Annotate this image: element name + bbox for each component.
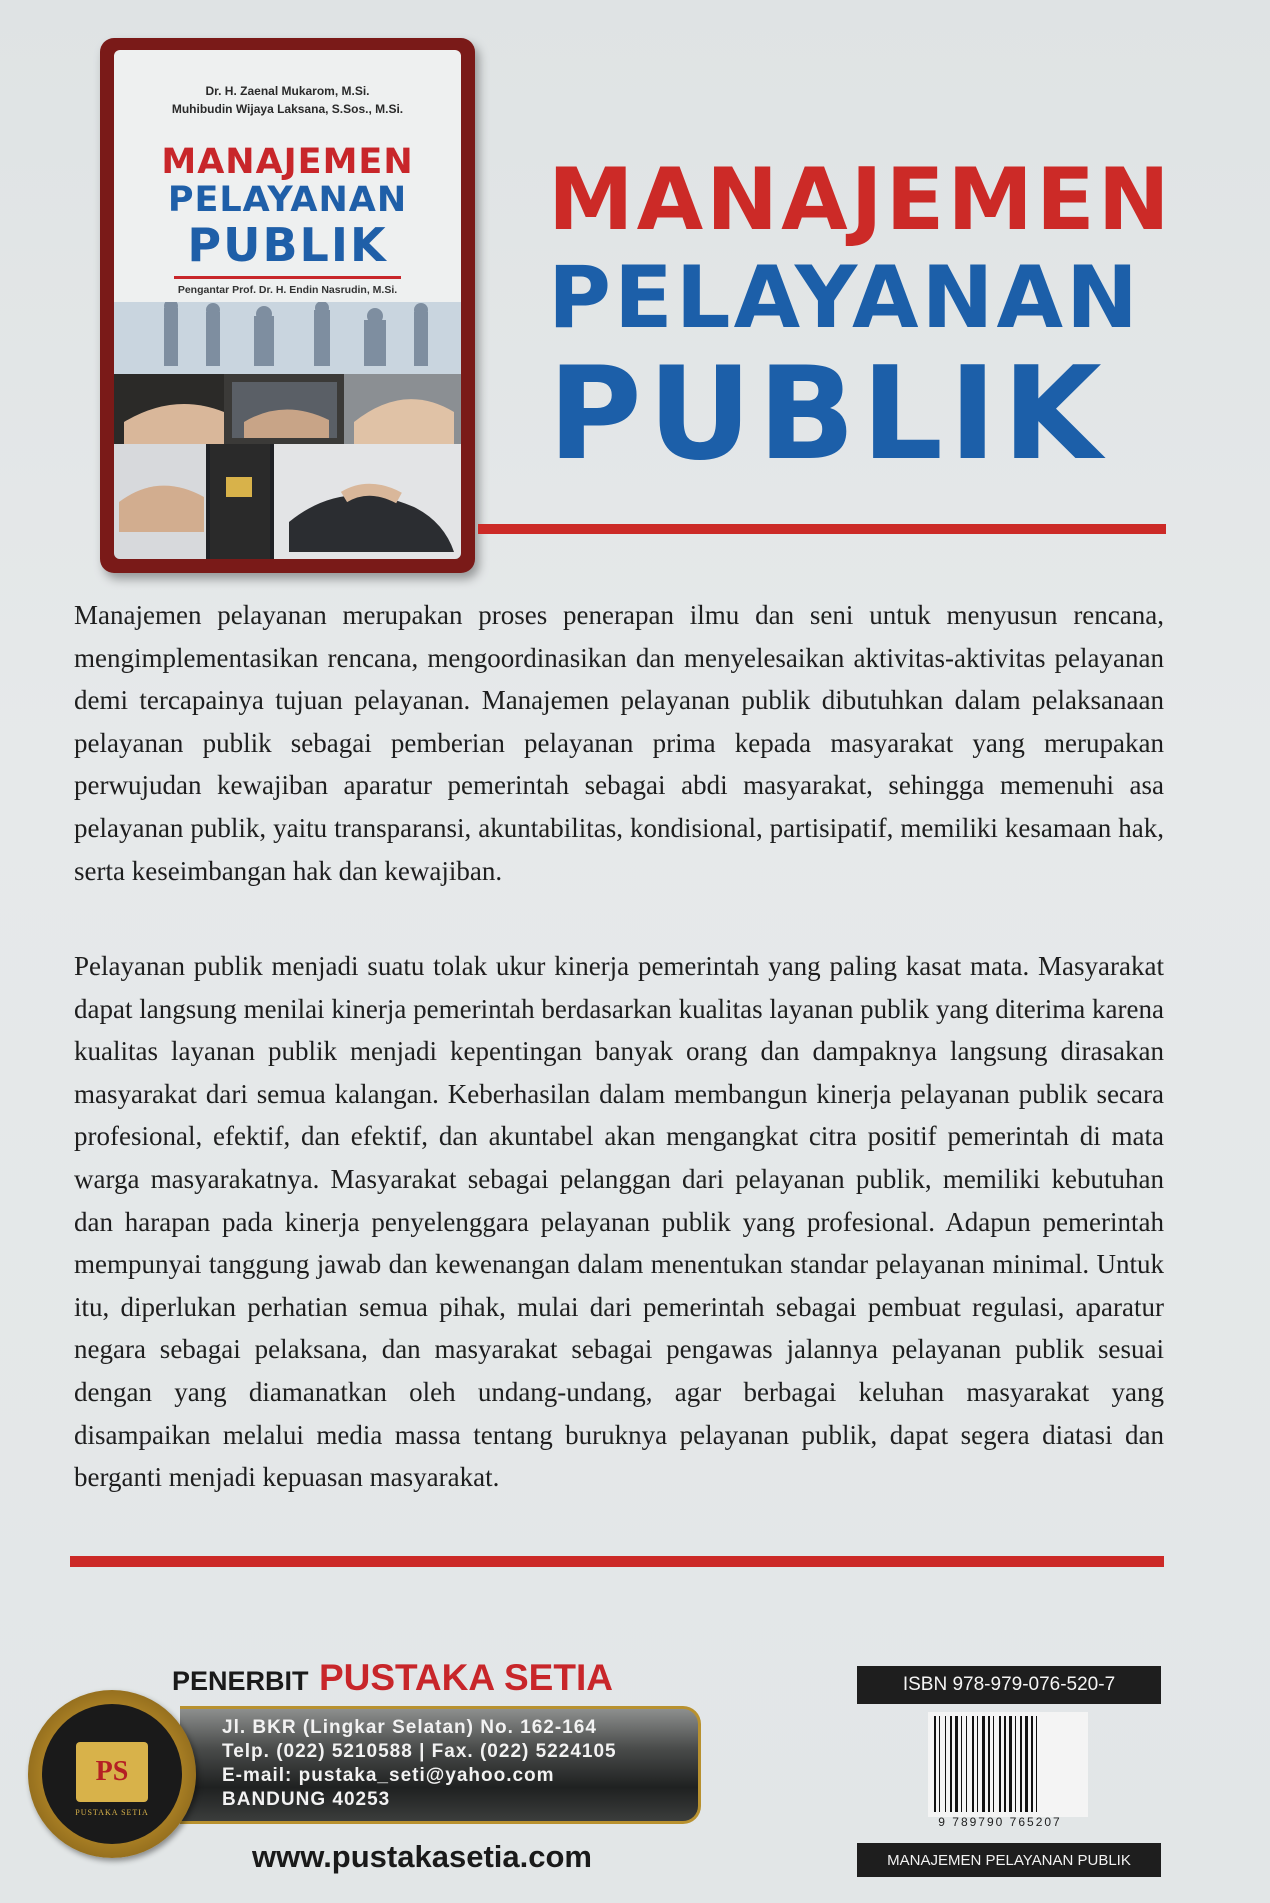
bottom-divider xyxy=(70,1556,1164,1567)
barcode-title-box xyxy=(857,1843,1161,1877)
publisher-city: BANDUNG 40253 xyxy=(222,1789,391,1810)
mini-cover-inner xyxy=(114,50,461,559)
publisher-name: PUSTAKA SETIA xyxy=(318,1657,613,1698)
publisher-logo-book-icon xyxy=(76,1742,148,1802)
isbn-text: ISBN 978-979-076-520-7 xyxy=(902,1674,1116,1695)
mini-intro: Pengantar Prof. Dr. H. Endin Nasrudin, M.Si. xyxy=(177,284,398,296)
mini-cover-photo-collage xyxy=(114,302,461,559)
isbn-box xyxy=(857,1666,1161,1704)
mini-title-rule xyxy=(174,276,401,279)
title-line-3: PUBLIK xyxy=(548,340,1108,489)
barcode-title: MANAJEMEN PELAYANAN PUBLIK xyxy=(887,1851,1131,1869)
publisher-logo-text: PS xyxy=(95,1756,129,1787)
publisher-address: Jl. BKR (Lingkar Selatan) No. 162-164 xyxy=(222,1717,597,1738)
barcode-image xyxy=(928,1712,1088,1817)
publisher-label: PENERBIT xyxy=(172,1666,309,1696)
mini-title-line-2: PELAYANAN xyxy=(167,180,408,220)
mini-title-line-3: PUBLIK xyxy=(187,218,388,272)
publisher-logo-caption: PUSTAKA SETIA xyxy=(75,1808,149,1817)
blurb-paragraph-1: Manajemen pelayanan merupakan proses penerapan ilmu dan seni untuk menyusun rencana, mengimplementasikan rencana, mengoordinasikan dan menyelesaikan aktivitas-aktivitas pelayanan demi tercapainya tujuan pelayanan. Manajemen pelayanan publik dibutuhkan dalam pelaksanaan pelayanan publik sebagai pemberian pelayanan prima kepada masyarakat yang merupakan perwujudan kewajiban aparatur pemerintah sebagai abdi masyarakat, sehingga memenuhi asa pelayanan publik, yaitu transparansi, akuntabilitas, kondisional, partisipatif, memiliki kesamaan hak, serta keseimbangan hak dan kewajiban. xyxy=(74,600,1164,886)
publisher-phone: Telp. (022) 5210588 | Fax. (022) 5224105 xyxy=(222,1741,617,1762)
publisher-logo xyxy=(28,1690,196,1858)
title-line-2: PELAYANAN xyxy=(548,248,1142,348)
publisher-email: E-mail: pustaka_seti@yahoo.com xyxy=(222,1765,555,1786)
title-divider xyxy=(478,524,1166,534)
publisher-info-band xyxy=(180,1706,701,1824)
barcode-digits: 9 789790 765207 xyxy=(938,1815,1062,1829)
publisher-website: www.pustakasetia.com xyxy=(252,1839,592,1874)
publisher-logo-inner xyxy=(42,1704,182,1844)
title-line-1: MANAJEMEN xyxy=(548,150,1173,250)
publisher-line xyxy=(172,1657,613,1699)
mini-author-1: Dr. H. Zaenal Mukarom, M.Si. xyxy=(205,84,370,98)
blurb-paragraph-2: Pelayanan publik menjadi suatu tolak ukur kinerja pemerintah yang paling kasat mata. Masyarakat dapat langsung menilai kinerja pemerintah berdasarkan kualitas layanan publik yang diterima karena kualitas layanan publik menjadi kepentingan banyak orang dan dampaknya langsung dirasakan masyarakat dari semua kalangan. Keberhasilan dalam membangun kinerja pelayanan publik secara profesional, efektif, dan efektif, dan akuntabel akan mengangkat citra positif pemerintah di mata warga masyarakatnya. Masyarakat sebagai pelanggan dari pelayanan publik, memiliki kebutuhan dan harapan pada kinerja penyelenggara pelayanan publik yang profesional. Adapun pemerintah mempunyai tanggung jawab dan kewenangan dalam menentukan standar pelayanan minimal. Untuk itu, diperlukan perhatian semua pihak, mulai dari pemerintah sebagai pembuat regulasi, aparatur negara sebagai pelaksana, dan masyarakat sebagai pengawas jalannya pelayanan publik sesuai dengan yang diamanatkan oleh undang-undang, agar berbagai keluhan masyarakat yang disampaikan melalui media massa tentang buruknya pelayanan publik, dapat segera diatasi dan berganti menjadi kepuasan masyarakat. xyxy=(74,951,1164,1493)
mini-title-line-1: MANAJEMEN xyxy=(161,142,414,182)
mini-author-2: Muhibudin Wijaya Laksana, S.Sos., M.Si. xyxy=(171,102,404,116)
mini-cover-image xyxy=(100,38,475,573)
